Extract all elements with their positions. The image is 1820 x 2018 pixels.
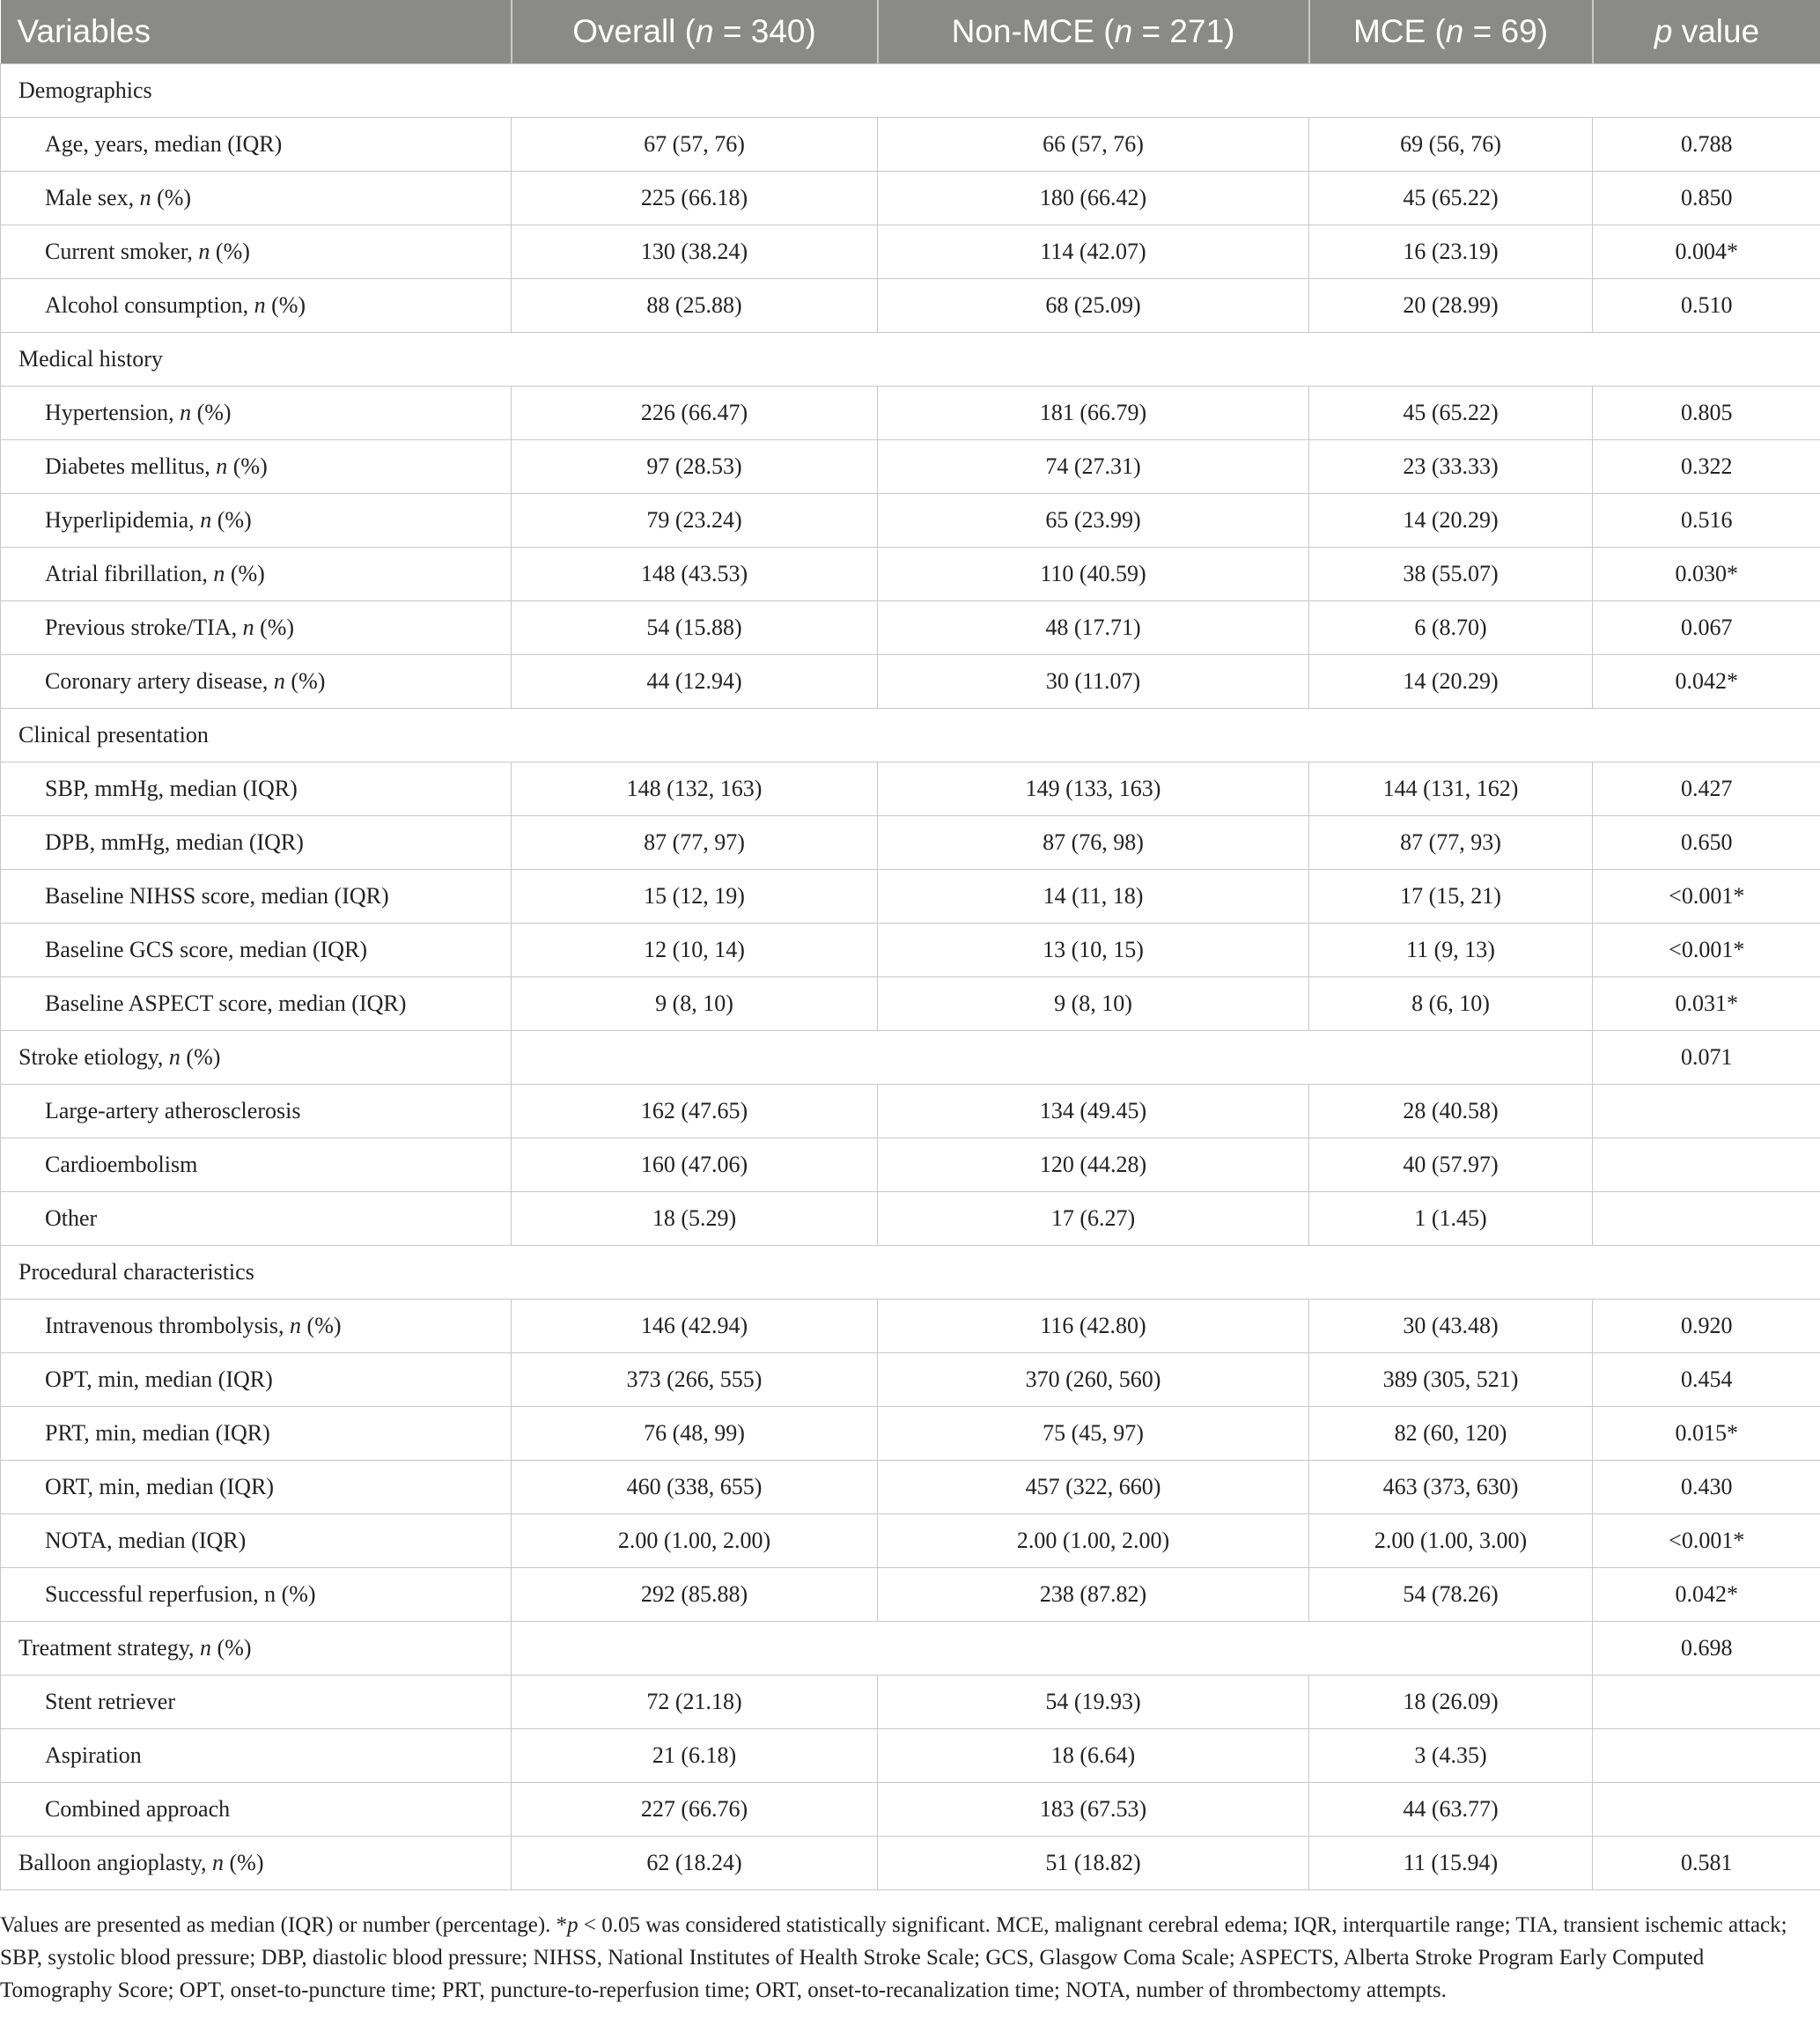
cell-mce: 17 (15, 21) <box>1309 870 1593 924</box>
cell-p-value: 0.430 <box>1593 1461 1820 1514</box>
cell-non-mce: 9 (8, 10) <box>878 977 1309 1031</box>
cell-non-mce: 149 (133, 163) <box>878 762 1309 816</box>
cell-p-value <box>1593 1676 1820 1729</box>
cell-mce: 16 (23.19) <box>1309 225 1593 279</box>
cell-non-mce: 18 (6.64) <box>878 1729 1309 1783</box>
row-label: Combined approach <box>1 1783 512 1837</box>
section-procedural: Procedural characteristics <box>1 1246 1820 1300</box>
cell-overall: 76 (48, 99) <box>512 1407 878 1461</box>
table-row <box>1 1461 1820 1514</box>
cell-p-value: 0.322 <box>1593 440 1820 494</box>
cell-non-mce: 17 (6.27) <box>878 1192 1309 1246</box>
table-row <box>1 924 1820 977</box>
cell-mce: 11 (9, 13) <box>1309 924 1593 977</box>
cell-non-mce: 370 (260, 560) <box>878 1353 1309 1407</box>
cell-mce: 28 (40.58) <box>1309 1085 1593 1138</box>
cell-mce: 20 (28.99) <box>1309 279 1593 333</box>
cell-non-mce: 238 (87.82) <box>878 1568 1309 1622</box>
cell-non-mce: 30 (11.07) <box>878 655 1309 709</box>
cell-overall: 72 (21.18) <box>512 1676 878 1729</box>
table-row <box>1 655 1820 709</box>
table-row <box>1 548 1820 601</box>
cell-overall: 62 (18.24) <box>512 1837 878 1890</box>
row-label: Aspiration <box>1 1729 512 1783</box>
cell-mce: 18 (26.09) <box>1309 1676 1593 1729</box>
cell-overall <box>512 1031 878 1085</box>
row-label: Stent retriever <box>1 1676 512 1729</box>
cell-non-mce: 116 (42.80) <box>878 1300 1309 1353</box>
table-row <box>1 1837 1820 1890</box>
cell-p-value <box>1593 1192 1820 1246</box>
cell-mce: 54 (78.26) <box>1309 1568 1593 1622</box>
cell-non-mce <box>878 1622 1309 1676</box>
cell-mce: 82 (60, 120) <box>1309 1407 1593 1461</box>
row-label: Successful reperfusion, n (%) <box>1 1568 512 1622</box>
cell-p-value: 0.071 <box>1593 1031 1820 1085</box>
row-label: Balloon angioplasty, n (%) <box>1 1837 512 1890</box>
table-row <box>1 225 1820 279</box>
cell-p-value: 0.067 <box>1593 601 1820 655</box>
cell-p-value: 0.015* <box>1593 1407 1820 1461</box>
cell-mce: 38 (55.07) <box>1309 548 1593 601</box>
row-label: DPB, mmHg, median (IQR) <box>1 816 512 870</box>
cell-p-value: <0.001* <box>1593 1514 1820 1568</box>
section-row <box>1 333 1820 387</box>
cell-non-mce: 114 (42.07) <box>878 225 1309 279</box>
cell-overall: 148 (132, 163) <box>512 762 878 816</box>
cell-overall: 146 (42.94) <box>512 1300 878 1353</box>
cell-mce <box>1309 1622 1593 1676</box>
cell-mce: 389 (305, 521) <box>1309 1353 1593 1407</box>
section-row <box>1 1622 1820 1676</box>
row-label: Hyperlipidemia, n (%) <box>1 494 512 548</box>
table-row <box>1 1514 1820 1568</box>
cell-overall: 67 (57, 76) <box>512 118 878 172</box>
cell-mce: 30 (43.48) <box>1309 1300 1593 1353</box>
cell-mce: 3 (4.35) <box>1309 1729 1593 1783</box>
cell-non-mce <box>878 1031 1309 1085</box>
cell-p-value <box>1593 1138 1820 1192</box>
cell-overall: 373 (266, 555) <box>512 1353 878 1407</box>
row-label: Previous stroke/TIA, n (%) <box>1 601 512 655</box>
cell-non-mce: 120 (44.28) <box>878 1138 1309 1192</box>
cell-p-value: 0.042* <box>1593 1568 1820 1622</box>
row-label: Current smoker, n (%) <box>1 225 512 279</box>
cell-non-mce: 134 (49.45) <box>878 1085 1309 1138</box>
cell-p-value: <0.001* <box>1593 870 1820 924</box>
table-row <box>1 440 1820 494</box>
table-row <box>1 118 1820 172</box>
row-label: Intravenous thrombolysis, n (%) <box>1 1300 512 1353</box>
cell-p-value: 0.850 <box>1593 172 1820 225</box>
table-row <box>1 1407 1820 1461</box>
cell-p-value: 0.788 <box>1593 118 1820 172</box>
section-treatment-strategy: Treatment strategy, n (%) <box>1 1622 512 1676</box>
table-row <box>1 172 1820 225</box>
cell-mce: 6 (8.70) <box>1309 601 1593 655</box>
cell-overall: 54 (15.88) <box>512 601 878 655</box>
cell-overall: 15 (12, 19) <box>512 870 878 924</box>
cell-mce: 69 (56, 76) <box>1309 118 1593 172</box>
cell-non-mce: 74 (27.31) <box>878 440 1309 494</box>
cell-p-value: 0.805 <box>1593 387 1820 440</box>
table-row <box>1 1353 1820 1407</box>
table-row <box>1 1676 1820 1729</box>
cell-non-mce: 14 (11, 18) <box>878 870 1309 924</box>
row-label: Atrial fibrillation, n (%) <box>1 548 512 601</box>
header-p-value: p value <box>1593 0 1820 64</box>
cell-mce: 23 (33.33) <box>1309 440 1593 494</box>
cell-overall: 160 (47.06) <box>512 1138 878 1192</box>
table-row <box>1 1568 1820 1622</box>
section-clinical-presentation: Clinical presentation <box>1 709 1820 762</box>
cell-mce: 2.00 (1.00, 3.00) <box>1309 1514 1593 1568</box>
cell-non-mce: 65 (23.99) <box>878 494 1309 548</box>
table-row <box>1 279 1820 333</box>
cell-mce: 45 (65.22) <box>1309 387 1593 440</box>
row-label: Cardioembolism <box>1 1138 512 1192</box>
cell-mce: 87 (77, 93) <box>1309 816 1593 870</box>
row-label: SBP, mmHg, median (IQR) <box>1 762 512 816</box>
cell-non-mce: 68 (25.09) <box>878 279 1309 333</box>
cell-non-mce: 13 (10, 15) <box>878 924 1309 977</box>
table-row <box>1 762 1820 816</box>
cell-overall: 21 (6.18) <box>512 1729 878 1783</box>
cell-overall: 130 (38.24) <box>512 225 878 279</box>
cell-mce: 45 (65.22) <box>1309 172 1593 225</box>
cell-non-mce: 2.00 (1.00, 2.00) <box>878 1514 1309 1568</box>
table-row <box>1 1729 1820 1783</box>
cell-p-value: 0.581 <box>1593 1837 1820 1890</box>
section-row <box>1 1246 1820 1300</box>
cell-overall: 9 (8, 10) <box>512 977 878 1031</box>
row-label: Coronary artery disease, n (%) <box>1 655 512 709</box>
cell-non-mce: 110 (40.59) <box>878 548 1309 601</box>
cell-overall: 162 (47.65) <box>512 1085 878 1138</box>
cell-p-value: 0.510 <box>1593 279 1820 333</box>
cell-non-mce: 66 (57, 76) <box>878 118 1309 172</box>
table-row <box>1 977 1820 1031</box>
cell-p-value: 0.030* <box>1593 548 1820 601</box>
cell-overall: 88 (25.88) <box>512 279 878 333</box>
row-label: ORT, min, median (IQR) <box>1 1461 512 1514</box>
cell-non-mce: 181 (66.79) <box>878 387 1309 440</box>
cell-mce: 11 (15.94) <box>1309 1837 1593 1890</box>
cell-p-value: 0.454 <box>1593 1353 1820 1407</box>
row-label: Alcohol consumption, n (%) <box>1 279 512 333</box>
cell-p-value: 0.031* <box>1593 977 1820 1031</box>
cell-p-value <box>1593 1783 1820 1837</box>
cell-non-mce: 87 (76, 98) <box>878 816 1309 870</box>
row-label: Male sex, n (%) <box>1 172 512 225</box>
cell-p-value: 0.698 <box>1593 1622 1820 1676</box>
row-label: Other <box>1 1192 512 1246</box>
cell-non-mce: 75 (45, 97) <box>878 1407 1309 1461</box>
header-overall: Overall (n = 340) <box>512 0 878 64</box>
cell-overall: 292 (85.88) <box>512 1568 878 1622</box>
cell-p-value: 0.650 <box>1593 816 1820 870</box>
row-label: Diabetes mellitus, n (%) <box>1 440 512 494</box>
table-row <box>1 494 1820 548</box>
cell-non-mce: 183 (67.53) <box>878 1783 1309 1837</box>
cell-p-value <box>1593 1085 1820 1138</box>
cell-mce: 144 (131, 162) <box>1309 762 1593 816</box>
table-row <box>1 1138 1820 1192</box>
section-demographics: Demographics <box>1 64 1820 118</box>
table-row <box>1 1300 1820 1353</box>
row-label: Large-artery atherosclerosis <box>1 1085 512 1138</box>
cell-non-mce: 48 (17.71) <box>878 601 1309 655</box>
row-label: OPT, min, median (IQR) <box>1 1353 512 1407</box>
row-label: PRT, min, median (IQR) <box>1 1407 512 1461</box>
cell-mce: 1 (1.45) <box>1309 1192 1593 1246</box>
section-row <box>1 1031 1820 1085</box>
cell-p-value: 0.516 <box>1593 494 1820 548</box>
cell-overall: 226 (66.47) <box>512 387 878 440</box>
cell-p-value: 0.042* <box>1593 655 1820 709</box>
cell-p-value <box>1593 1729 1820 1783</box>
table-row <box>1 387 1820 440</box>
cell-mce: 8 (6, 10) <box>1309 977 1593 1031</box>
cell-overall: 44 (12.94) <box>512 655 878 709</box>
cell-overall: 148 (43.53) <box>512 548 878 601</box>
cell-p-value: <0.001* <box>1593 924 1820 977</box>
cell-mce: 40 (57.97) <box>1309 1138 1593 1192</box>
header-mce: MCE (n = 69) <box>1309 0 1593 64</box>
cell-mce <box>1309 1031 1593 1085</box>
table-row <box>1 1085 1820 1138</box>
row-label: Hypertension, n (%) <box>1 387 512 440</box>
cell-overall: 460 (338, 655) <box>512 1461 878 1514</box>
cell-non-mce: 180 (66.42) <box>878 172 1309 225</box>
cell-overall: 12 (10, 14) <box>512 924 878 977</box>
cell-overall <box>512 1622 878 1676</box>
cell-non-mce: 457 (322, 660) <box>878 1461 1309 1514</box>
cell-overall: 225 (66.18) <box>512 172 878 225</box>
cell-overall: 97 (28.53) <box>512 440 878 494</box>
table-row <box>1 870 1820 924</box>
cell-mce: 14 (20.29) <box>1309 655 1593 709</box>
cell-p-value: 0.004* <box>1593 225 1820 279</box>
cell-mce: 14 (20.29) <box>1309 494 1593 548</box>
row-label: Age, years, median (IQR) <box>1 118 512 172</box>
row-label: Baseline NIHSS score, median (IQR) <box>1 870 512 924</box>
row-label: NOTA, median (IQR) <box>1 1514 512 1568</box>
row-label: Baseline GCS score, median (IQR) <box>1 924 512 977</box>
cell-p-value: 0.920 <box>1593 1300 1820 1353</box>
table-row <box>1 816 1820 870</box>
cell-overall: 79 (23.24) <box>512 494 878 548</box>
cell-p-value: 0.427 <box>1593 762 1820 816</box>
table-row <box>1 601 1820 655</box>
section-stroke-etiology: Stroke etiology, n (%) <box>1 1031 512 1085</box>
section-row <box>1 709 1820 762</box>
table-row <box>1 1783 1820 1837</box>
cell-mce: 463 (373, 630) <box>1309 1461 1593 1514</box>
section-row <box>1 64 1820 118</box>
header-row <box>1 0 1820 64</box>
cell-non-mce: 51 (18.82) <box>878 1837 1309 1890</box>
cell-overall: 87 (77, 97) <box>512 816 878 870</box>
row-label: Baseline ASPECT score, median (IQR) <box>1 977 512 1031</box>
header-non-mce: Non-MCE (n = 271) <box>878 0 1309 64</box>
cell-overall: 18 (5.29) <box>512 1192 878 1246</box>
cell-overall: 2.00 (1.00, 2.00) <box>512 1514 878 1568</box>
cell-overall: 227 (66.76) <box>512 1783 878 1837</box>
cell-non-mce: 54 (19.93) <box>878 1676 1309 1729</box>
section-medical-history: Medical history <box>1 333 1820 387</box>
table-footnote: Values are presented as median (IQR) or number (percentage). *p < 0.05 was considered statistically significant. MCE, malignant cerebral edema; IQR, interquartile range; TIA, transient ischemic attack; SBP, systolic blood pressure; DBP, diastolic blood pressure; NIHSS, National Institutes of Health Stroke Scale; GCS, Glasgow Coma Scale; ASPECTS, Alberta Stroke Program Early Computed Tomography Score; OPT, onset-to-puncture time; PRT, puncture-to-reperfusion time; ORT, onset-to-recanalization time; NOTA, number of thrombectomy attempts. <box>0 1913 1787 2002</box>
header-variables: Variables <box>1 0 512 64</box>
table-row <box>1 1192 1820 1246</box>
cell-mce: 44 (63.77) <box>1309 1783 1593 1837</box>
